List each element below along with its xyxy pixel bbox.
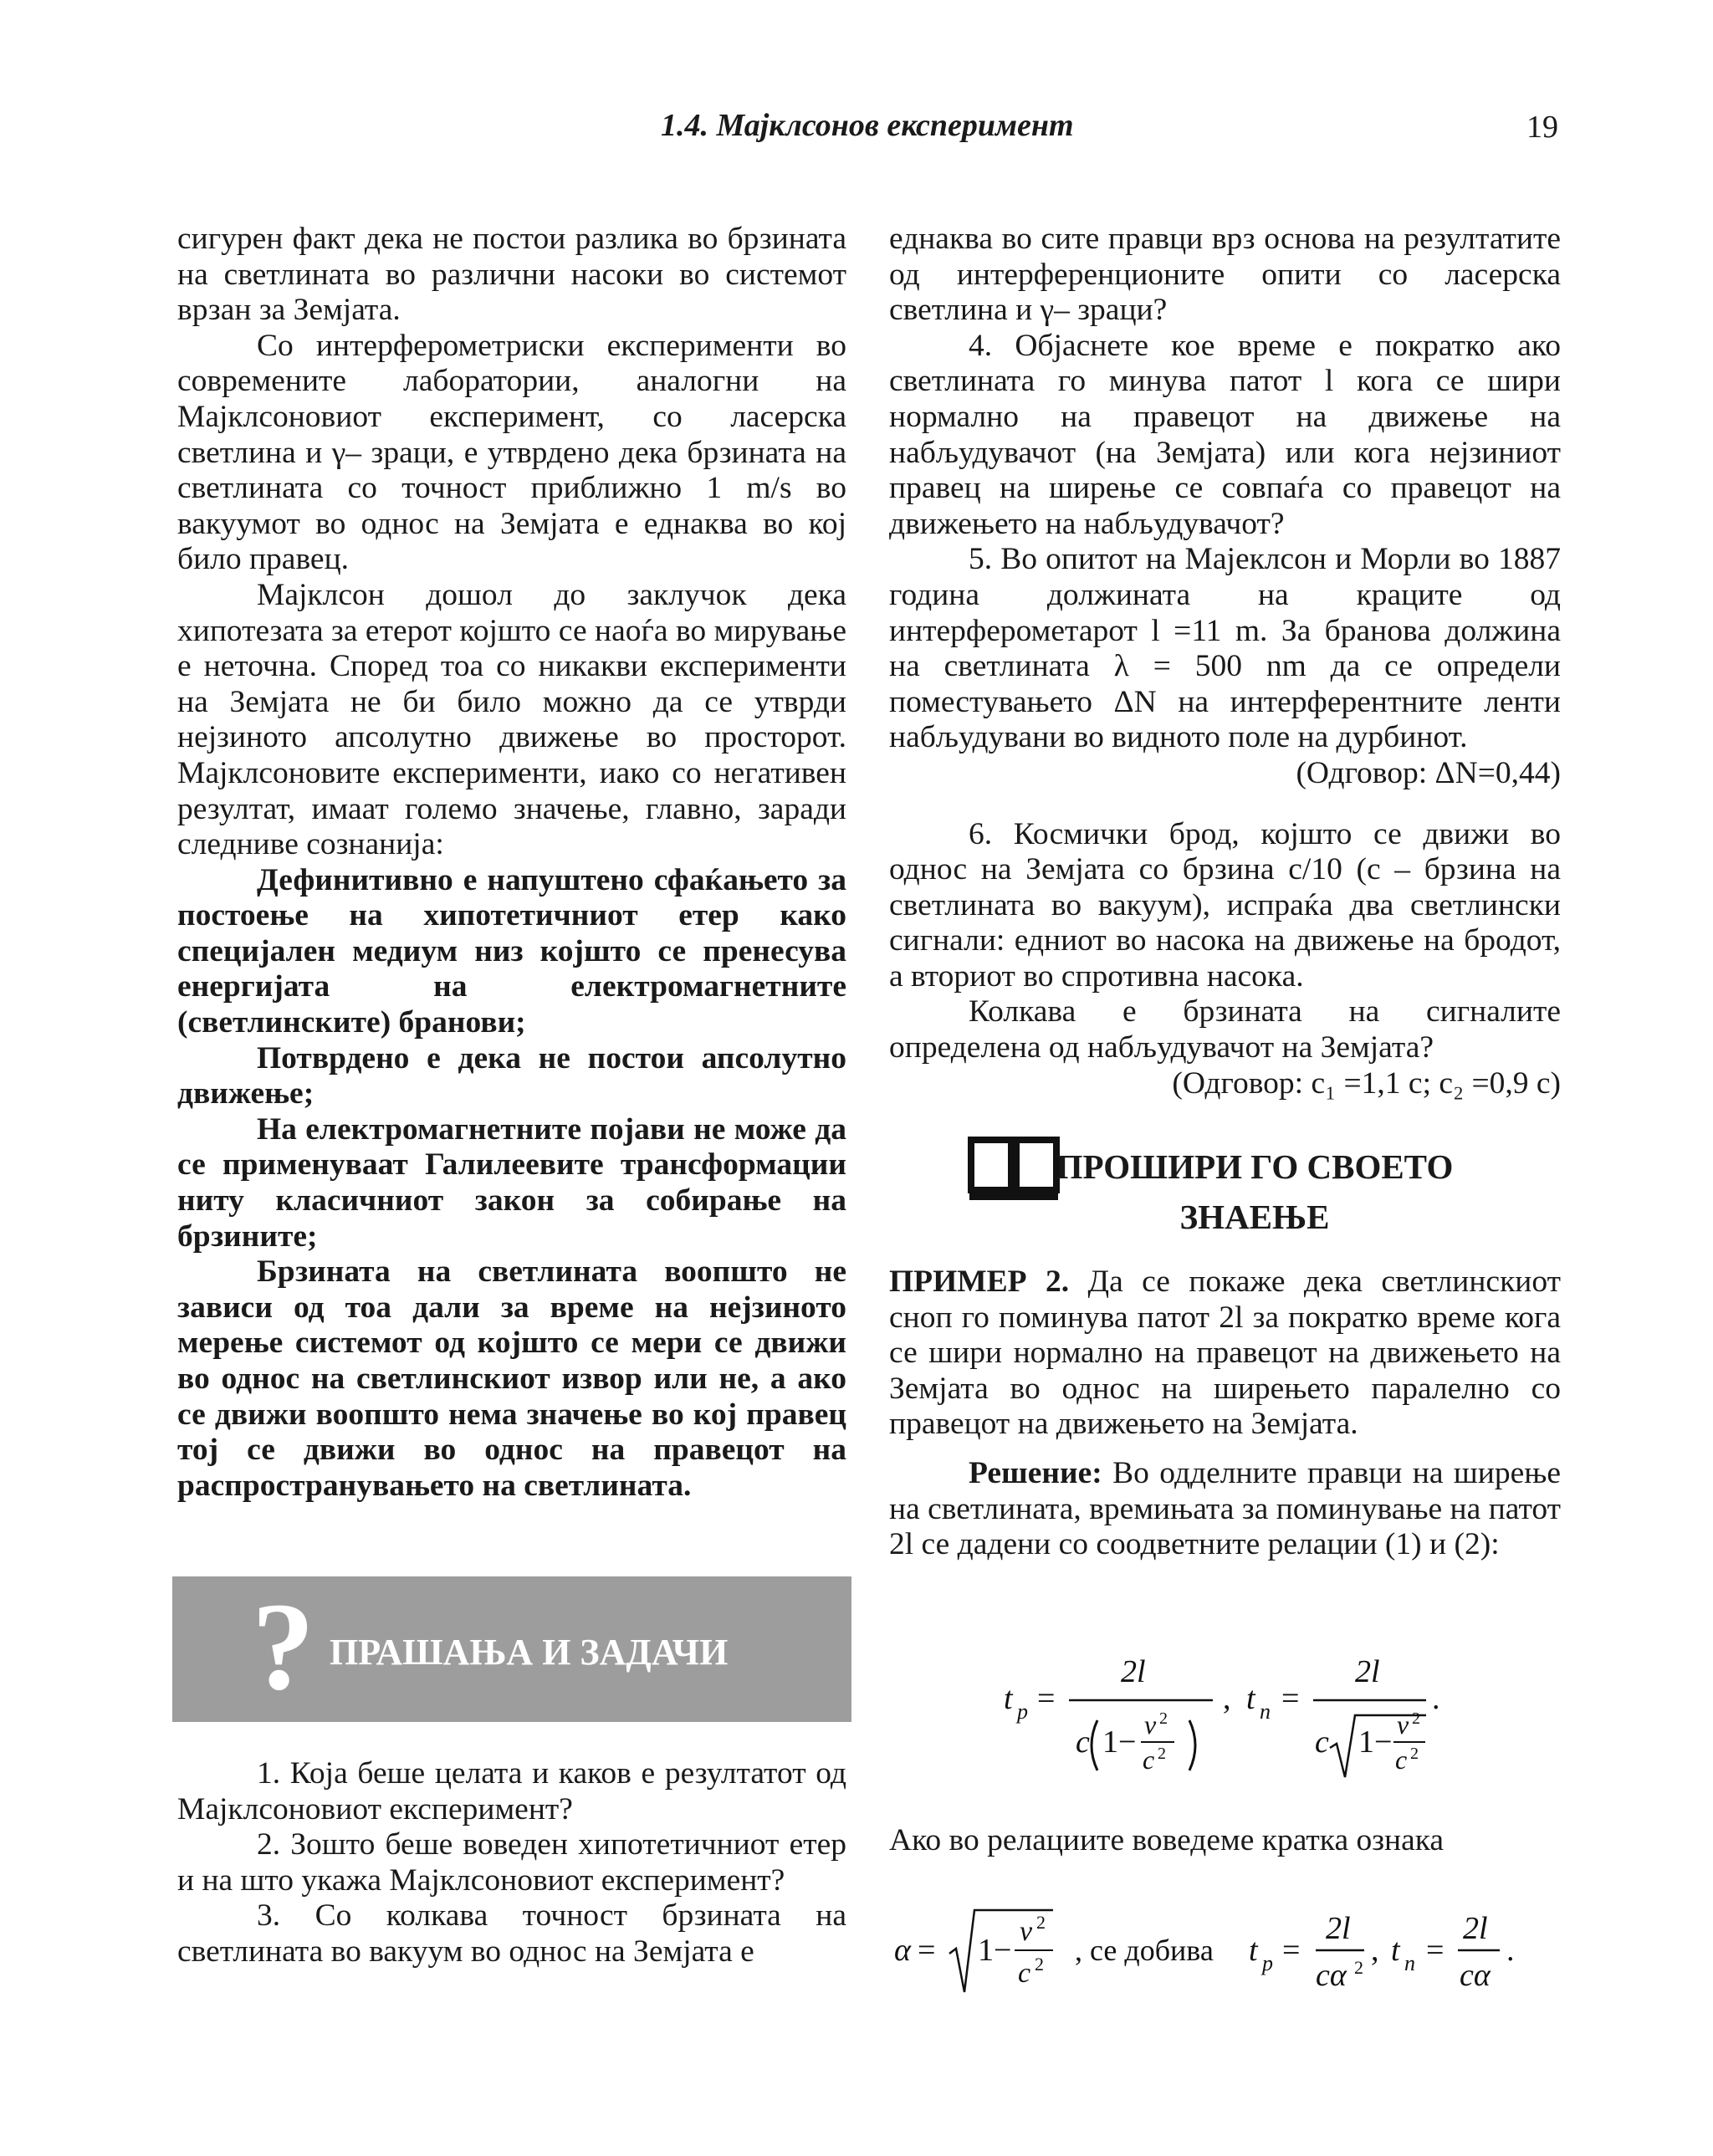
running-header: 1.4. Мајклсонов експеримент: [661, 108, 1074, 143]
paragraph: сигурен факт дека не постои разлика во брзината на светлината во различни насоки во системот врзан за Земјата.: [177, 222, 846, 328]
svg-text:,: ,: [1223, 1681, 1231, 1716]
svg-text:2: 2: [1158, 1745, 1166, 1763]
svg-text:1−: 1−: [1358, 1724, 1393, 1760]
svg-text:2: 2: [1412, 1709, 1420, 1728]
svg-text:α: α: [894, 1933, 911, 1968]
svg-text:c: c: [1018, 1958, 1031, 1989]
answer: (Одговор: c₁ =1,1 c; c₂ =0,9 c): [1172, 1065, 1561, 1101]
svg-text:c: c: [1076, 1724, 1090, 1760]
svg-text:t: t: [1391, 1933, 1400, 1968]
equation-times: [1004, 1652, 1472, 1794]
solution-text: [889, 1456, 1561, 1563]
banner-title: ПРАШАЊА И ЗАДАЧИ: [330, 1632, 729, 1673]
svg-text:.: .: [1506, 1933, 1515, 1968]
svg-text:,: ,: [1371, 1933, 1379, 1968]
svg-text:n: n: [1404, 1951, 1415, 1975]
question-item: 5. Во опитот на Мајеклсон и Морли во 1887 година должината на краците од интерферометарот l =11 m. За бранова должина на светлината λ = 500 nm да се определи поместувањето ΔN на интерферентните ленти набљудувани во видното поле на дурбинот.: [889, 542, 1561, 755]
conclusion-item: На електромагнетните појави не може да се применуваат Галилеевите трансформации ниту класичниот закон за собирање на брзините;: [177, 1111, 846, 1254]
svg-text:v: v: [1397, 1709, 1409, 1740]
section-heading-line: ЗНАЕЊЕ: [1179, 1198, 1330, 1236]
paragraph: Мајклсон дошол до заклучок дека хипотезата за етерот којшто се наоѓа во мирување е неточна. Според тоа со никакви експерименти на Земјата не би било можно да се утврди нејзиното апсолутно движење во просторот. Мајклсоновите експерименти, иако со негативен резултат, имаат големо значење, главно, заради следниве сознанија:: [177, 577, 846, 862]
svg-text:=: =: [1426, 1933, 1445, 1968]
example-block: [889, 1264, 1561, 1563]
svg-text:v: v: [1144, 1709, 1157, 1740]
solution-body: Во одделните правци на ширење на светлината, времињата за поминување на патот 2l се дадени со соодветните релации (1) и (2):: [889, 1455, 1561, 1562]
questions-banner: [172, 1576, 851, 1722]
question-item: Колкава е брзината на сигналите определена од набљудувачот на Земјата?: [889, 994, 1561, 1065]
svg-text:t: t: [1246, 1681, 1255, 1716]
paragraph: Со интерферометриски експерименти во современите лаборатории, аналогни на Мајклсоновиот експеримент, со ласерска светлина и γ– зраци, е утврдено дека брзината на светлината со точност приближно 1 m/s во вакуумот во однос на Земјата е еднаква во кој било правец.: [177, 328, 846, 577]
svg-text:=: =: [1281, 1681, 1300, 1716]
left-column: [177, 222, 846, 1504]
svg-text:p: p: [1262, 1951, 1273, 1975]
conclusion-item: Брзината на светлината воопшто не зависи од тоа дали за време на нејзиното мерење системот од којшто се мери се движи во однос на светлинскиот извор или не, а ако се движи воопшто нема значење во кој правец тој се движи во однос на правецот на распространувањето на светлината.: [177, 1254, 846, 1503]
obtain-text: , се добива: [1075, 1934, 1214, 1967]
conclusion-item: Потврдено е дека не постои апсолутно движење;: [177, 1040, 846, 1111]
example-text: [889, 1264, 1561, 1443]
svg-text:n: n: [1260, 1699, 1271, 1724]
svg-text:cα: cα: [1316, 1958, 1347, 1993]
svg-text:2l: 2l: [1326, 1911, 1351, 1946]
svg-text:2: 2: [1159, 1709, 1168, 1728]
svg-text:1−: 1−: [1102, 1724, 1137, 1760]
svg-text:t: t: [1249, 1933, 1258, 1968]
example-body: Да се покаже дека светлинскиот сноп го поминува патот 2l за пократко време кога се шири нормално на правецот на движењето на Земјата во однос на ширењето паралелно со правецот на движењето на Земјата.: [889, 1264, 1561, 1442]
svg-text:2l: 2l: [1463, 1911, 1488, 1946]
svg-text:t: t: [1004, 1681, 1013, 1716]
svg-text:.: .: [1432, 1681, 1440, 1716]
svg-text:=: =: [918, 1933, 936, 1968]
svg-text:2: 2: [1354, 1957, 1363, 1978]
equation-alpha: [889, 1898, 1542, 2007]
svg-text:2: 2: [1035, 1954, 1044, 1975]
answer: (Одговор: ΔN=0,44): [1296, 755, 1561, 790]
questions-list: [177, 1756, 846, 1970]
page-number: 19: [1526, 110, 1558, 145]
svg-text:c: c: [1315, 1724, 1329, 1760]
svg-text:=: =: [1282, 1933, 1301, 1968]
svg-text:2l: 2l: [1355, 1654, 1380, 1689]
question-mark-icon: ?: [252, 1577, 314, 1716]
svg-text:2: 2: [1410, 1745, 1419, 1763]
question-item: 1. Која беше целата и каков е резултатот од Мајклсоновиот експеримент?: [177, 1756, 846, 1826]
question-item: 4. Објаснете кое време е пократко ако светлината го минува патот l кога се шири нормално на правецот на движење на набљудувачот (на Земјата) или кога нејзиниот правец на ширење се совпаѓа со правецот на движењето на набљудувачот?: [889, 328, 1561, 541]
solution-label: Решение:: [969, 1455, 1102, 1490]
svg-text:c: c: [1143, 1745, 1155, 1775]
svg-text:1−: 1−: [978, 1933, 1012, 1968]
paragraph: еднаква во сите правци врз основа на резултатите од интерференционите опити со ласерска светлина и γ– зраци?: [889, 222, 1561, 328]
conclusion-item: Дефинитивно е напуштено сфаќањето за постоење на хипотетичниот етер како специјален медиум низ којшто се пренесува енергијата на електромагнетните (светлинските) бранови;: [177, 862, 846, 1040]
question-item: 6. Космички брод, којшто се движи во однос на Земјата со брзина c/10 (c – брзина на светлината во вакуум), испраќа два светлински сигнали: едниот во насока на движење на бродот, а вториот во спротивна насока.: [889, 816, 1561, 994]
svg-text:v: v: [1020, 1916, 1033, 1947]
svg-text:p: p: [1017, 1699, 1028, 1724]
svg-text:c: c: [1395, 1745, 1408, 1775]
question-item: 2. Зошто беше воведен хипотетичниот етер и на што укажа Мајклсоновиот експеримент?: [177, 1827, 846, 1898]
svg-text:=: =: [1037, 1681, 1056, 1716]
paragraph: Ако во релациите воведеме кратка ознака: [889, 1823, 1445, 1857]
example-label: ПРИМЕР 2.: [889, 1264, 1070, 1299]
section-heading-line: ПРОШИРИ ГО СВОЕТО: [1056, 1147, 1454, 1186]
right-column: [889, 222, 1561, 1101]
svg-text:2l: 2l: [1121, 1654, 1146, 1689]
question-item: 3. Со колкава точност брзината на светлината во вакуум во однос на Земјата е: [177, 1898, 846, 1969]
after-equation: [889, 1823, 1561, 1859]
section-heading: [970, 1142, 1539, 1242]
svg-text:2: 2: [1036, 1912, 1046, 1933]
svg-text:cα: cα: [1460, 1958, 1491, 1993]
